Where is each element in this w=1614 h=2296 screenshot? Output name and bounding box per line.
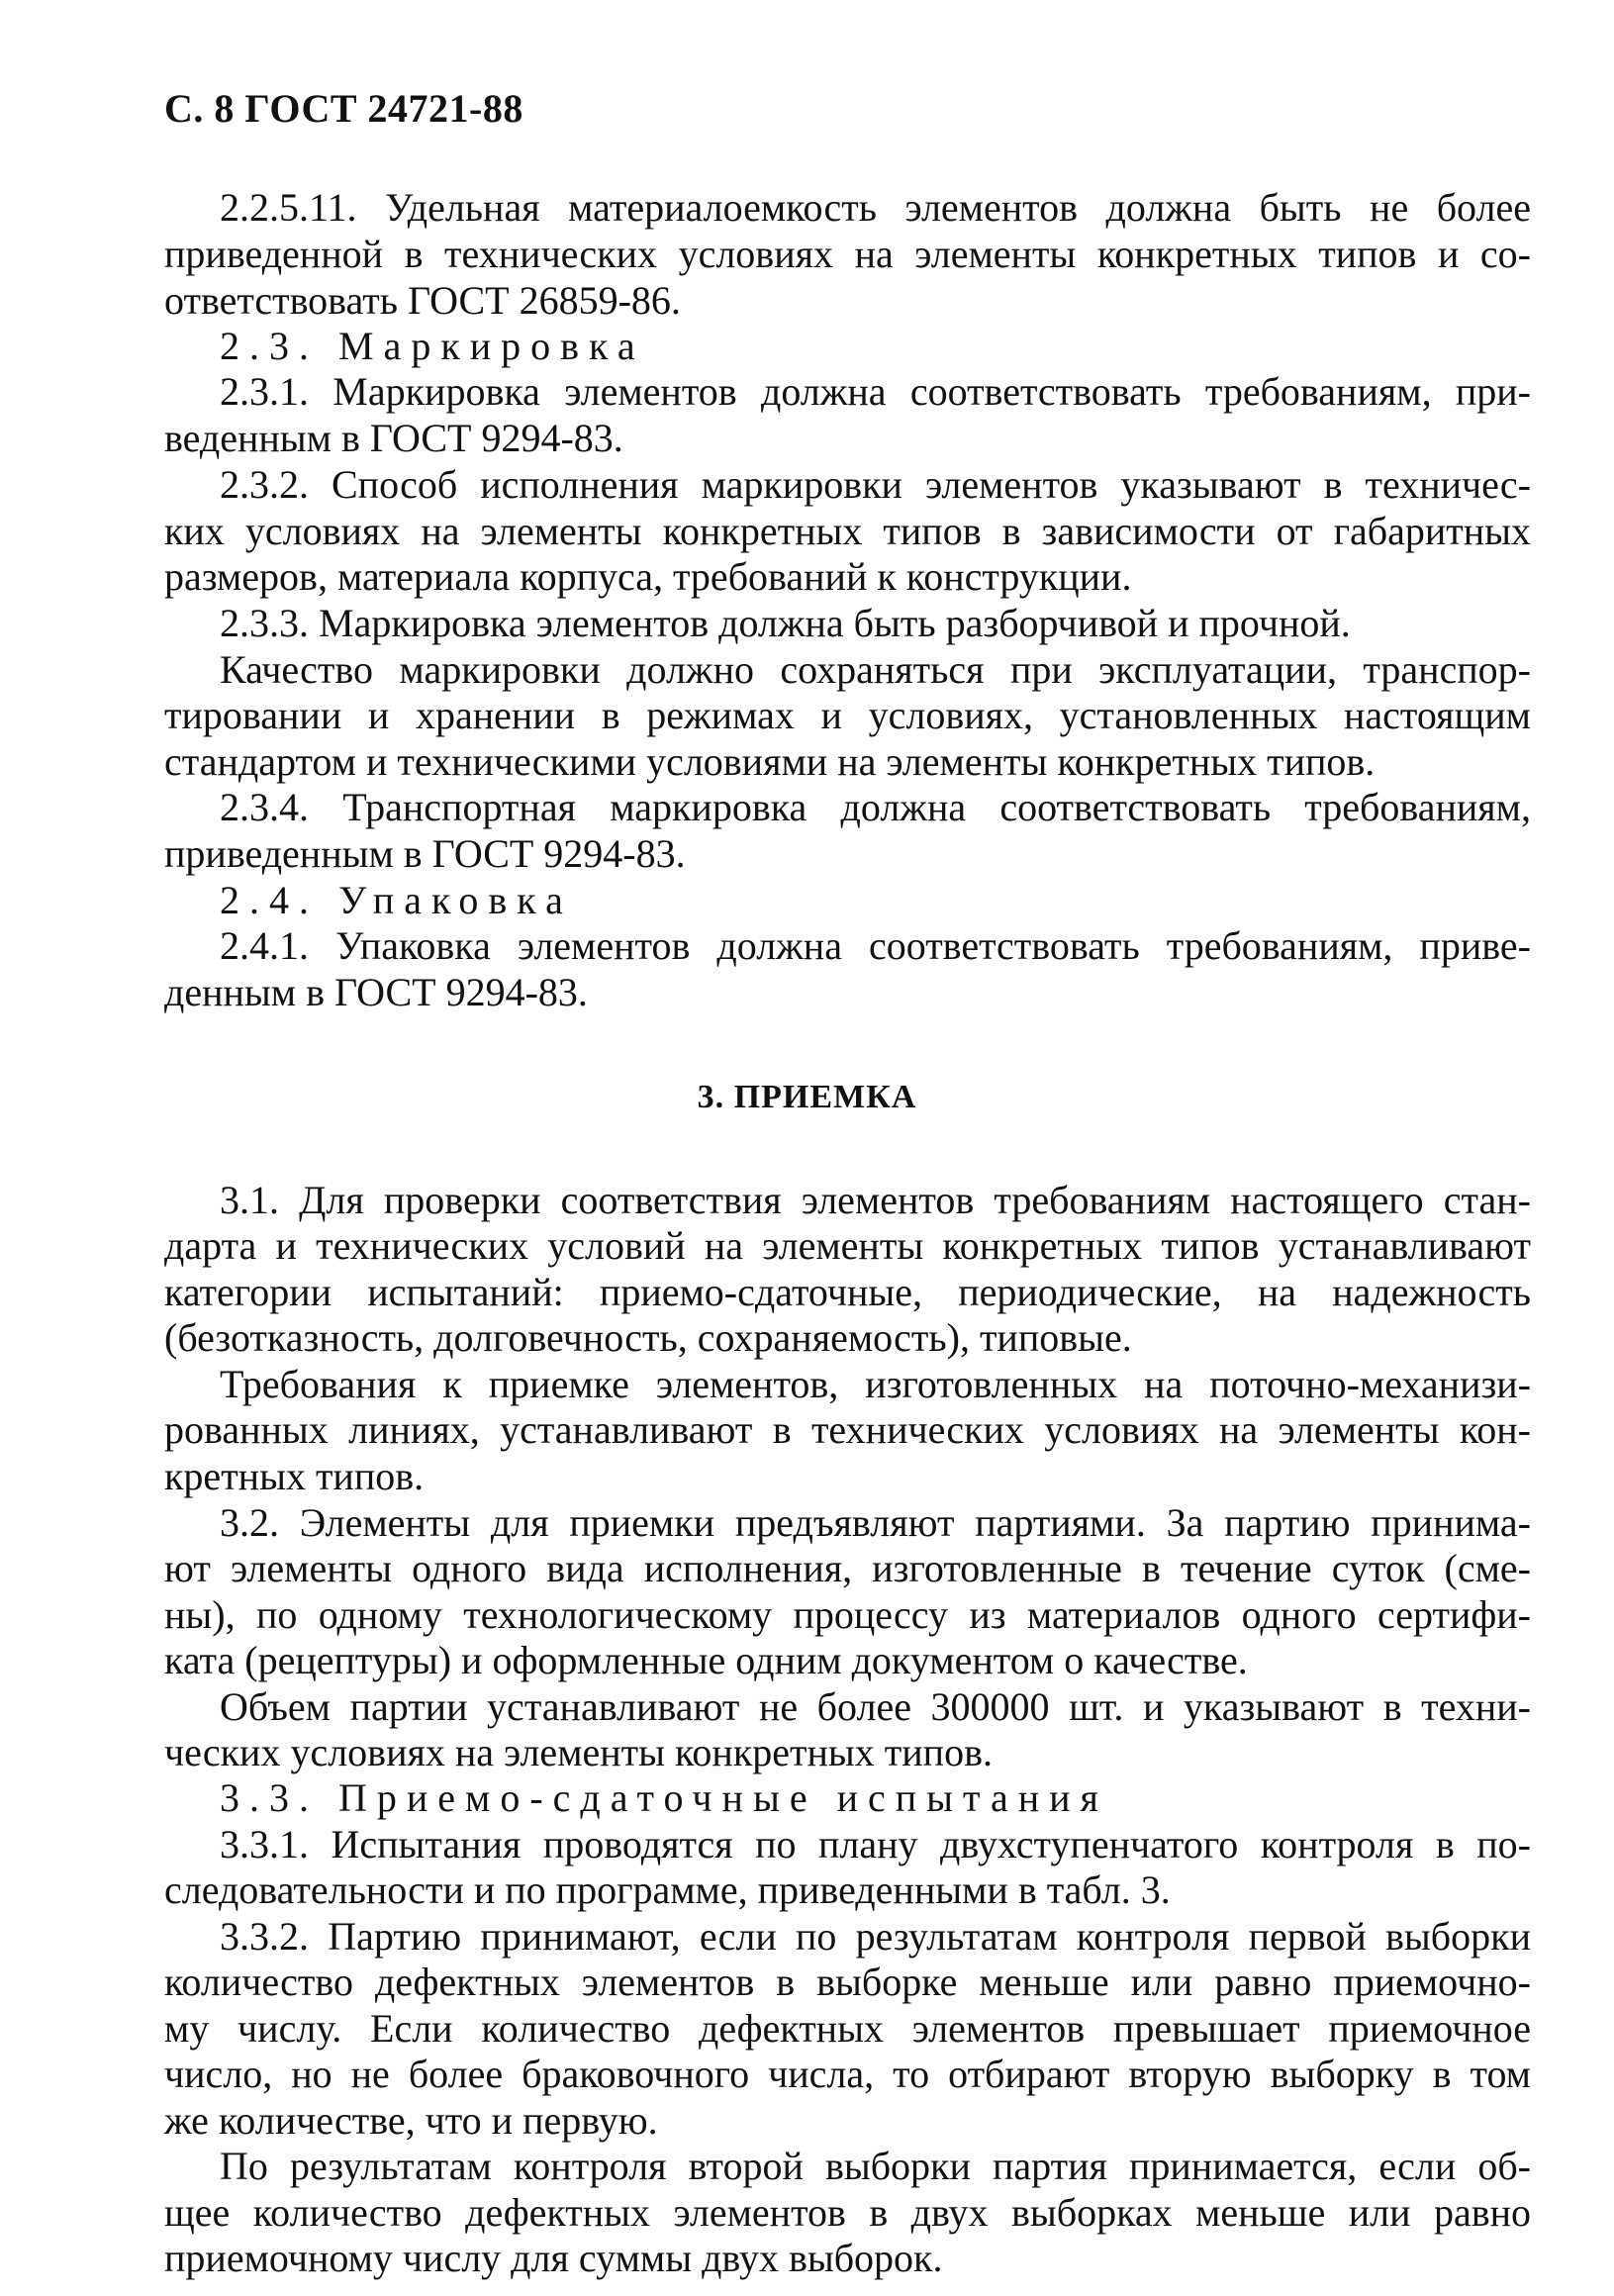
section-title: 3. ПРИЕМКА	[697, 1079, 917, 1115]
paragraph-line: му числу. Если количество дефектных элементов превышает приемочное	[164, 2006, 1531, 2051]
paragraph-line: приемочному числу для суммы двух выборок.	[164, 2236, 943, 2280]
paragraph-line: веденным в ГОСТ 9294-83.	[164, 416, 623, 460]
paragraph-line: ны), по одному технологическому процессу из материалов одного сертифи-	[164, 1592, 1531, 1637]
paragraph-line: По результатам контроля второй выборки партия принимается, если об-	[220, 2144, 1531, 2188]
paragraph-line: Требования к приемке элементов, изготовленных на поточно-механизи-	[220, 1362, 1531, 1406]
paragraph-line: 2.3.3. Маркировка элементов должна быть разборчивой и прочной.	[220, 601, 1351, 645]
paragraph-line: денным в ГОСТ 9294-83.	[164, 970, 588, 1014]
paragraph-line: количество дефектных элементов в выборке меньше или равно приемочно-	[164, 1960, 1531, 2004]
paragraph-line: 2.3.4. Транспортная маркировка должна соответствовать требованиям,	[220, 785, 1531, 829]
paragraph-line: число, но не более браковочного числа, то отбирают вторую выборку в том	[164, 2052, 1531, 2096]
subsection-heading: 2.4. Упаковка	[220, 878, 573, 922]
paragraph-line: рованных линиях, устанавливают в технических условиях на элементы кон-	[164, 1407, 1531, 1452]
paragraph-line: ческих условиях на элементы конкретных типов.	[164, 1730, 993, 1774]
paragraph-line: приведенным в ГОСТ 9294-83.	[164, 831, 686, 876]
paragraph-line: следовательности и по программе, приведенными в табл. 3.	[164, 1867, 1171, 1912]
paragraph-line: приведенной в технических условиях на элементы конкретных типов и со-	[164, 232, 1531, 276]
paragraph-line: тировании и хранении в режимах и условиях, установленных настоящим	[164, 693, 1531, 737]
paragraph-line: размеров, материала корпуса, требований к конструкции.	[164, 554, 1132, 599]
subsection-heading: 3.3. Приемо-сдаточные испытания	[220, 1775, 1108, 1820]
paragraph-line: дарта и технических условий на элементы конкретных типов устанавливают	[164, 1223, 1531, 1268]
paragraph-line: Объем партии устанавливают не более 300000 шт. и указывают в техни-	[220, 1684, 1531, 1729]
paragraph-line: ответствовать ГОСТ 26859-86.	[164, 278, 681, 323]
paragraph-line: 3.3.1. Испытания проводятся по плану двухступенчатого контроля в по-	[220, 1822, 1531, 1866]
paragraph-line: ют элементы одного вида исполнения, изготовленные в течение суток (сме-	[164, 1546, 1531, 1590]
paragraph-line: 3.3.2. Партию принимают, если по результатам контроля первой выборки	[220, 1914, 1531, 1959]
paragraph-line: щее количество дефектных элементов в двух выборках меньше или равно	[164, 2190, 1531, 2235]
paragraph-line: категории испытаний: приемо-сдаточные, периодические, на надежность	[164, 1270, 1531, 1314]
paragraph-line: Качество маркировки должно сохраняться при эксплуатации, транспор-	[220, 647, 1531, 692]
paragraph-line: 3.1. Для проверки соответствия элементов требованиям настоящего стан-	[220, 1178, 1531, 1222]
paragraph-line: ких условиях на элементы конкретных типов в зависимости от габаритных	[164, 509, 1531, 553]
paragraph-line: стандартом и техническими условиями на элементы конкретных типов.	[164, 739, 1376, 784]
paragraph-line: 2.2.5.11. Удельная материалоемкость элементов должна быть не более	[220, 185, 1531, 230]
paragraph-line: кретных типов.	[164, 1454, 425, 1498]
subsection-heading: 2.3. Маркировка	[220, 324, 645, 368]
paragraph-line: же количестве, что и первую.	[164, 2098, 658, 2143]
paragraph-line: 2.3.1. Маркировка элементов должна соответствовать требованиям, при-	[220, 369, 1531, 414]
paragraph-line: ката (рецептуры) и оформленные одним документом о качестве.	[164, 1638, 1248, 1682]
page-header: С. 8 ГОСТ 24721-88	[164, 86, 523, 131]
paragraph-line: (безотказность, долговечность, сохраняемость), типовые.	[164, 1315, 1132, 1360]
paragraph-line: 3.2. Элементы для приемки предъявляют партиями. За партию принима-	[220, 1500, 1531, 1545]
paragraph-line: 2.4.1. Упаковка элементов должна соответствовать требованиям, приве-	[220, 923, 1531, 968]
paragraph-line: 2.3.2. Способ исполнения маркировки элементов указывают в техничес-	[220, 462, 1531, 507]
